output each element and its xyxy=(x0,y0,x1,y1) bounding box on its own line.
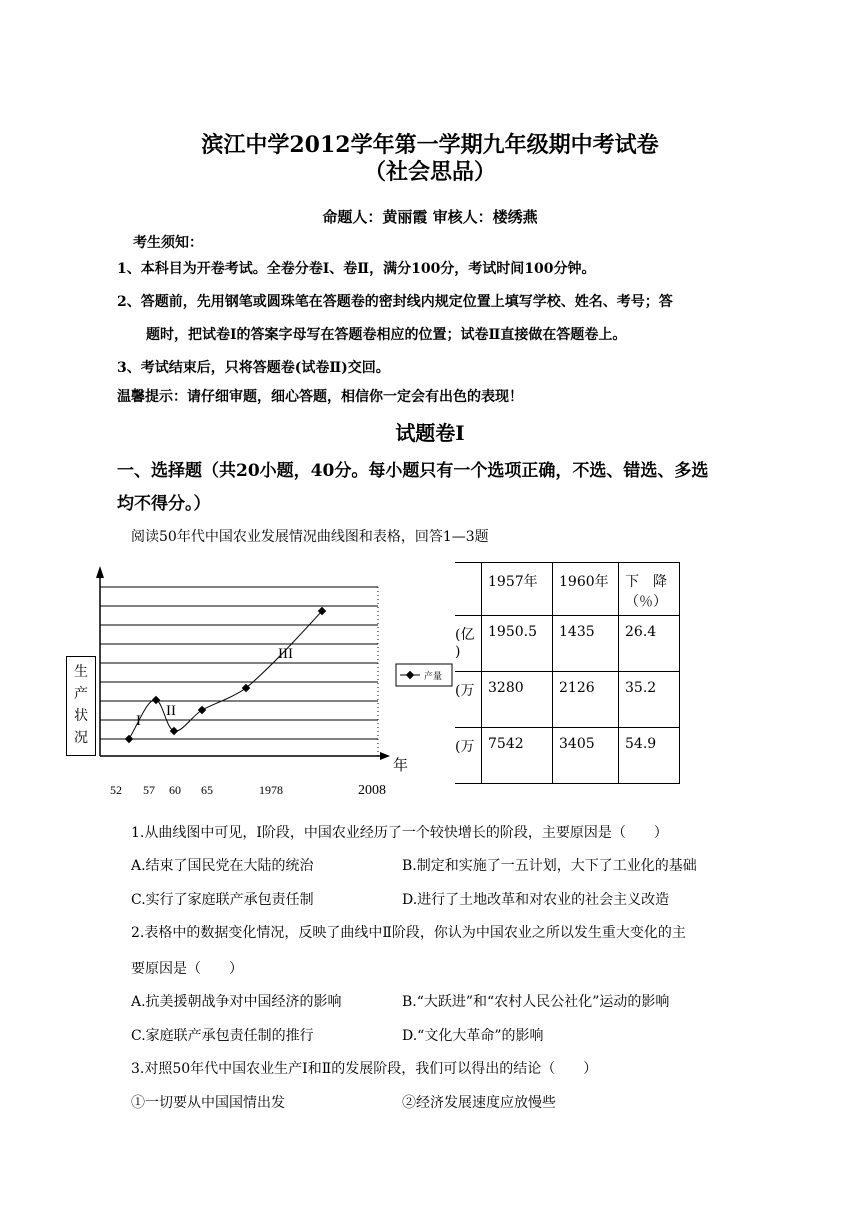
row-unit-cont: ) xyxy=(455,644,461,660)
q3-option-1: ①一切要从中国国情出发 xyxy=(131,1095,285,1111)
table-header-cell: 1960年 xyxy=(553,563,619,616)
table-cell: 3280 xyxy=(482,672,553,728)
y-axis-label xyxy=(66,656,96,756)
table-row xyxy=(455,616,680,672)
question-2-cont: 要原因是（ ） xyxy=(131,961,243,977)
exam-subtitle: （社会思品） xyxy=(363,159,496,185)
table-cell xyxy=(455,616,482,672)
x-tick-1978: 1978 xyxy=(259,783,283,797)
notice-item-2: 2、答题前，先用钢笔或圆珠笔在答题卷的密封线内规定位置上填写学校、姓名、考号；答 xyxy=(117,294,673,310)
x-tick-57: 57 xyxy=(143,783,155,797)
table-cell: (万 xyxy=(455,728,482,784)
q1-option-c: C.实行了家庭联产承包责任制 xyxy=(131,892,314,908)
table-row xyxy=(455,728,680,784)
table-cell: 35.2 xyxy=(619,672,680,728)
question-1: 1.从曲线图中可见，Ⅰ阶段，中国农业经历了一个较快增长的阶段，主要原因是（ ） xyxy=(131,825,668,841)
curve-point xyxy=(198,706,206,714)
q2-option-c: C.家庭联产承包责任制的推行 xyxy=(131,1028,314,1044)
notice-heading: 考生须知： xyxy=(133,235,203,251)
table-cell: 2126 xyxy=(553,672,619,728)
table-header-cell: 下 降（％） xyxy=(619,563,680,616)
notice-item-1: 1、本科目为开卷考试。全卷分卷Ⅰ、卷Ⅱ，满分100分，考试时间100分钟。 xyxy=(117,261,596,277)
q2-option-a: A.抗美援朝战争对中国经济的影响 xyxy=(131,994,342,1010)
stage-label-1: I xyxy=(136,713,141,729)
x-tick-60: 60 xyxy=(169,783,181,797)
chart-legend xyxy=(396,664,452,686)
stage-label-3: III xyxy=(278,646,293,662)
y-axis-label-text: 生产状况 xyxy=(74,664,88,746)
notice-item-2-cont: 题时，把试卷Ⅰ的答案字母写在答题卷相应的位置；试卷Ⅱ直接做在答题卷上。 xyxy=(146,327,627,343)
row-unit: (亿 xyxy=(455,627,475,643)
x-tick-2008: 2008 xyxy=(358,783,386,798)
table-row xyxy=(455,672,680,728)
reading-intro: 阅读50年代中国农业发展情况曲线图和表格，回答1—3题 xyxy=(131,529,489,545)
notice-item-3: 3、考试结束后，只将答题卷(试卷Ⅱ)交回。 xyxy=(117,360,390,376)
authors: 命题人：黄丽霞 审核人：楼绣燕 xyxy=(322,208,538,226)
q1-option-d: D.进行了土地改革和对农业的社会主义改造 xyxy=(402,892,670,908)
section-heading-cont: 均不得分。） xyxy=(117,494,211,514)
table-header-cell: 1957年 xyxy=(482,563,553,616)
table-header-cell xyxy=(455,563,482,616)
table-cell: 7542 xyxy=(482,728,553,784)
table-cell: 3405 xyxy=(553,728,619,784)
legend-label: 产量 xyxy=(424,672,443,682)
table-cell: 26.4 xyxy=(619,616,680,672)
notice-tip: 温馨提示：请仔细审题，细心答题，相信你一定会有出色的表现！ xyxy=(117,389,523,405)
x-axis-arrow xyxy=(380,752,390,760)
q3-option-2: ②经济发展速度应放慢些 xyxy=(402,1095,556,1111)
x-tick-65: 65 xyxy=(201,783,213,797)
y-axis-arrow xyxy=(96,566,104,578)
q1-option-b: B.制定和实施了一五计划，大下了工业化的基础 xyxy=(402,858,697,874)
stage-label-2: II xyxy=(166,703,176,719)
table-cell: 1950.5 xyxy=(482,616,553,672)
x-tick-52: 52 xyxy=(110,783,122,797)
question-2: 2.表格中的数据变化情况，反映了曲线中Ⅱ阶段，你认为中国农业之所以发生重大变化的主 xyxy=(131,925,686,941)
question-3: 3.对照50年代中国农业生产Ⅰ和Ⅱ的发展阶段，我们可以得出的结论（ ） xyxy=(131,1061,598,1077)
q2-option-b: B.“大跃进”和“农村人民公社化”运动的影响 xyxy=(402,994,670,1010)
section-title: 试题卷Ⅰ xyxy=(395,421,465,445)
section-heading: 一、选择题（共20小题，40分。每小题只有一个选项正确，不选、错选、多选 xyxy=(117,461,709,481)
table-cell: 1435 xyxy=(553,616,619,672)
q2-option-d: D.“文化大革命”的影响 xyxy=(402,1028,544,1044)
x-axis-label: 年 xyxy=(393,756,409,774)
chart-gridlines xyxy=(100,587,378,756)
curve-point xyxy=(125,735,133,743)
production-table xyxy=(455,562,680,784)
table-cell: (万 xyxy=(455,672,482,728)
table-cell: 54.9 xyxy=(619,728,680,784)
table-header-row xyxy=(455,563,680,616)
exam-title: 滨江中学2012学年第一学期九年级期中考试卷 xyxy=(201,132,659,158)
q1-option-a: A.结束了国民党在大陆的统治 xyxy=(131,858,314,874)
